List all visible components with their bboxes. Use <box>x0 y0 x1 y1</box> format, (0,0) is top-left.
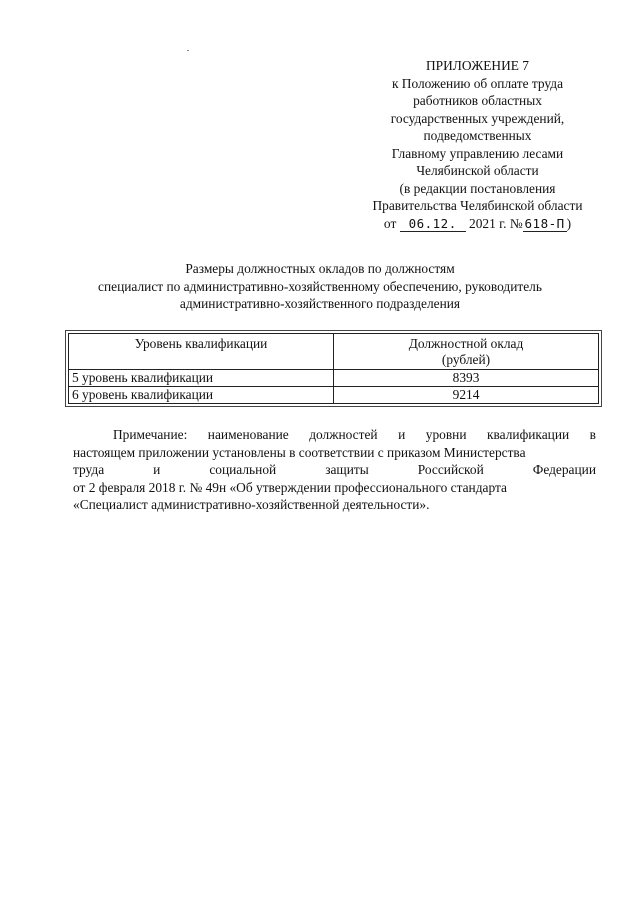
appendix-line: (в редакции постановления <box>399 180 556 196</box>
document-heading <box>60 260 580 313</box>
qualification-level-cell: 5 уровень квалификации <box>69 370 334 387</box>
note-paragraph <box>73 426 596 514</box>
year-text: 2021 г. № <box>469 215 523 231</box>
date-prefix: от <box>383 215 397 231</box>
note-line: настоящем приложении установлены в соответствии с приказом Министерства <box>73 444 526 460</box>
note-text: Примечание: наименование должностей и уровни квалификации в <box>113 427 596 442</box>
heading-line: специалист по административно-хозяйственному обеспечению, руководитель <box>98 278 542 294</box>
table-row <box>69 370 599 387</box>
note-word: труда <box>73 462 105 477</box>
salary-cell: 9214 <box>334 387 599 404</box>
note-word: Федерации <box>532 462 596 477</box>
date-suffix: ) <box>566 215 572 231</box>
header-salary-line1: Должностной оклад <box>408 336 524 351</box>
header-qualification-level: Уровень квалификации <box>69 334 334 370</box>
resolution-date: 06.12. <box>400 217 466 232</box>
scan-speck <box>187 50 189 51</box>
table-header-row <box>69 334 599 370</box>
appendix-line: подведомственных <box>423 128 532 143</box>
header-salary-line2: (рублей) <box>441 352 491 367</box>
appendix-line: Правительства Челябинской области <box>372 198 583 213</box>
note-word: социальной <box>209 462 277 477</box>
note-line: «Специалист административно-хозяйственной деятельности». <box>73 497 430 512</box>
note-word: защиты <box>325 462 369 477</box>
appendix-line: работников областных <box>413 93 542 108</box>
appendix-line: Челябинской области <box>416 163 539 178</box>
heading-line: административно-хозяйственного подразделения <box>179 296 461 311</box>
note-word: Российской <box>417 462 484 477</box>
heading-line: Размеры должностных окладов по должностям <box>185 261 455 276</box>
note-line: от 2 февраля 2018 г. № 49н «Об утверждении профессионального стандарта <box>73 479 507 495</box>
appendix-line: Главному управлению лесами <box>391 145 564 161</box>
note-word: и <box>153 462 161 477</box>
header-salary <box>334 334 599 370</box>
note-line-justified <box>73 461 596 479</box>
table-row <box>69 387 599 404</box>
appendix-line: государственных учреждений, <box>390 110 565 126</box>
qualification-level-cell: 6 уровень квалификации <box>69 387 334 404</box>
appendix-header <box>330 57 625 232</box>
salary-table <box>68 333 599 404</box>
resolution-number: 618-П <box>524 215 565 231</box>
note-line <box>73 426 596 444</box>
appendix-title: ПРИЛОЖЕНИЕ 7 <box>426 58 529 73</box>
resolution-date-line <box>330 215 625 233</box>
salary-cell: 8393 <box>334 370 599 387</box>
appendix-line: к Положению об оплате труда <box>391 75 564 91</box>
